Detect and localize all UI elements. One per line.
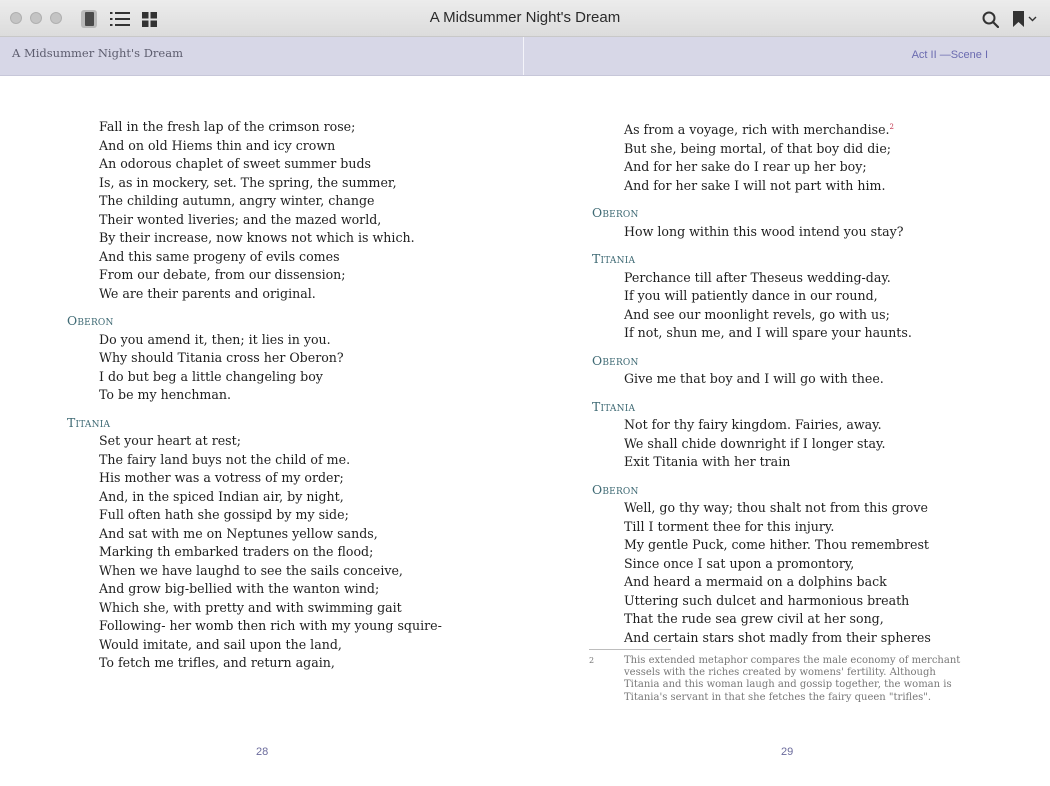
verse-line: Give me that boy and I will go with thee. bbox=[624, 371, 884, 387]
verse-line: Not for thy fairy kingdom. Fairies, away. bbox=[624, 417, 882, 433]
speech-block bbox=[592, 250, 1012, 343]
title-bar bbox=[0, 0, 1050, 37]
verse-line: Would imitate, and sail upon the land, bbox=[99, 636, 342, 652]
verse-line: Full often hath she gossipd by my side; bbox=[99, 507, 349, 522]
speaker-name: Oberon bbox=[592, 481, 639, 497]
speaker-name: Titania bbox=[592, 398, 636, 414]
verse-line: And, in the spiced Indian air, by night, bbox=[99, 488, 344, 504]
speaker-name: Titania bbox=[67, 414, 111, 430]
left-page bbox=[67, 118, 487, 673]
verse-line: His mother was a votress of my order; bbox=[99, 470, 344, 485]
verse-line: My gentle Puck, come hither. Thou remembrest bbox=[624, 537, 929, 553]
verse-line: I do but beg a little changeling boy bbox=[99, 368, 323, 384]
verse-line: Do you amend it, then; it lies in you. bbox=[99, 331, 331, 347]
verse-line: If not, shun me, and I will spare your haunts. bbox=[624, 325, 912, 341]
speaker-name: Titania bbox=[592, 251, 636, 267]
verse-line: Which she, with pretty and with swimming gait bbox=[99, 599, 402, 615]
verse-line: We are their parents and original. bbox=[99, 285, 316, 301]
page-divider bbox=[523, 37, 524, 75]
speech-block bbox=[592, 204, 1012, 241]
chevron-down-icon[interactable] bbox=[1027, 9, 1037, 29]
speech-block bbox=[592, 352, 1012, 389]
speaker-name: Oberon bbox=[592, 352, 639, 368]
scene-label[interactable]: Act II —Scene I bbox=[911, 49, 988, 61]
verse-line: From our debate, from our dissension; bbox=[99, 267, 346, 282]
verse-line: We shall chide downright if I longer stay. bbox=[624, 435, 886, 451]
window-title: A Midsummer Night's Dream bbox=[429, 9, 621, 26]
verse-line: And heard a mermaid on a dolphins back bbox=[624, 574, 887, 590]
speech-block bbox=[67, 118, 487, 303]
verse-line: That the rude sea grew civil at her song, bbox=[624, 611, 884, 627]
verse-line: Exit Titania with her train bbox=[624, 454, 791, 470]
verse-line: And sat with me on Neptunes yellow sands, bbox=[99, 525, 378, 541]
verse-line: An odorous chaplet of sweet summer buds bbox=[99, 156, 371, 171]
verse-line: And see our moonlight revels, go with us; bbox=[624, 306, 890, 322]
speech-block bbox=[592, 140, 1012, 196]
verse-line: Since once I sat upon a promontory, bbox=[624, 555, 855, 571]
left-page-number: 28 bbox=[256, 746, 269, 758]
search-icon[interactable] bbox=[981, 9, 999, 29]
verse-line: By their increase, now knows not which is which. bbox=[99, 230, 415, 245]
verse-line: Well, go thy way; thou shalt not from this grove bbox=[624, 500, 928, 516]
verse-line: Why should Titania cross her Oberon? bbox=[99, 350, 344, 365]
bookmark-icon[interactable] bbox=[1012, 9, 1024, 29]
verse-line: And for her sake do I rear up her boy; bbox=[624, 159, 867, 175]
book-title-label: A Midsummer Night's Dream bbox=[12, 46, 183, 60]
right-page-number: 29 bbox=[781, 746, 794, 758]
speech-block bbox=[67, 312, 487, 405]
verse-line: Is, as in mockery, set. The spring, the summer, bbox=[99, 174, 397, 190]
verse-line: And certain stars shot madly from their spheres bbox=[624, 629, 931, 645]
verse-line: Till I torment thee for this injury. bbox=[624, 518, 835, 534]
footnote-text: This extended metaphor compares the male economy of merchant vessels with the riches created by womens' fertility. Although Titania and this woman laugh and gossip together, the woman is Titania's servant in that she fetches the fairy queen "trifles". bbox=[624, 655, 961, 703]
speech-block bbox=[592, 481, 1012, 648]
verse-line: To fetch me trifles, and return again, bbox=[99, 655, 335, 670]
verse-line: And on old Hiems thin and icy crown bbox=[99, 137, 336, 153]
footnote-reference[interactable]: 2 bbox=[889, 123, 894, 131]
verse-line: When we have laughd to see the sails conceive, bbox=[99, 562, 403, 578]
verse-line: If you will patiently dance in our round, bbox=[624, 288, 878, 304]
verse-line: As from a voyage, rich with merchandise.$^2$ bbox=[624, 122, 894, 138]
verse-line: To be my henchman. bbox=[99, 387, 231, 402]
footnote-divider bbox=[589, 649, 671, 650]
verse-line: And grow big-bellied with the wanton wind; bbox=[99, 581, 380, 596]
verse-line: But she, being mortal, of that boy did die; bbox=[624, 140, 892, 156]
footnote-number: 2 bbox=[589, 656, 595, 665]
verse-line: Their wonted liveries; and the mazed world, bbox=[99, 211, 382, 227]
footnote bbox=[589, 655, 961, 704]
right-page bbox=[592, 118, 1012, 647]
verse-line: Perchance till after Theseus wedding-day. bbox=[624, 269, 891, 285]
verse-line: Set your heart at rest; bbox=[99, 433, 241, 448]
verse-line: And for her sake I will not part with him. bbox=[624, 177, 886, 193]
verse-line: Uttering such dulcet and harmonious breath bbox=[624, 592, 910, 608]
speaker-name: Oberon bbox=[592, 205, 639, 221]
verse-line: Fall in the fresh lap of the crimson rose; bbox=[99, 119, 356, 134]
speech-block bbox=[592, 398, 1012, 472]
verse-line: The fairy land buys not the child of me. bbox=[99, 451, 351, 467]
verse-line: How long within this wood intend you stay? bbox=[624, 223, 904, 239]
speaker-name: Oberon bbox=[67, 313, 114, 328]
verse-line: And this same progeny of evils comes bbox=[99, 248, 340, 264]
verse-line: The childing autumn, angry winter, change bbox=[99, 193, 375, 208]
book-header bbox=[0, 37, 1050, 76]
verse-line: Following- her womb then rich with my young squire- bbox=[99, 618, 442, 633]
speech-block bbox=[67, 414, 487, 673]
verse-line: Marking th embarked traders on the flood; bbox=[99, 544, 374, 559]
